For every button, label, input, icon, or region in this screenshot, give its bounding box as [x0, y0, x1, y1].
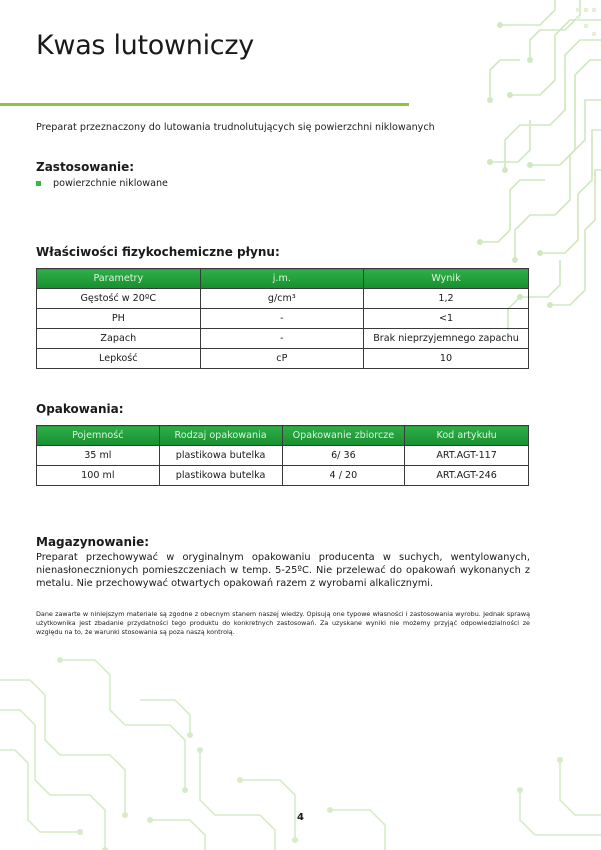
table-cell: plastikowa butelka: [159, 446, 282, 466]
title-divider: [0, 103, 409, 106]
storage-heading: Magazynowanie:: [36, 535, 150, 549]
product-description: Preparat przeznaczony do lutowania trudnolutujących się powierzchni niklowanych: [36, 122, 435, 133]
table-cell: Brak nieprzyjemnego zapachu: [364, 329, 529, 349]
table-cell: PH: [37, 309, 201, 329]
application-item-text: powierzchnie niklowane: [53, 178, 168, 189]
column-header: Pojemność: [37, 426, 160, 446]
table-cell: 1,2: [364, 289, 529, 309]
page-number: 4: [297, 812, 304, 823]
table-row: [37, 289, 529, 309]
table-cell: 10: [364, 349, 529, 369]
page-title: Kwas lutowniczy: [36, 30, 254, 61]
column-header: Parametry: [37, 269, 201, 289]
table-cell: Zapach: [37, 329, 201, 349]
disclaimer-text: Dane zawarte w niniejszym materiale są zgodne z obecnym stanem naszej wiedzy. Opisują one typowe własności i zastosowania wyrobu. Jednak sprawą użytkownika jest zbadanie przydatności tego produktu do konkretnych zastosowań. Za uzyskane wyniki nie możemy przyjąć odpowiedzialności ze względu na to, że warunki stosowania są poza naszą kontrolą.: [36, 610, 530, 636]
packaging-table: [36, 425, 529, 486]
table-header-row: [37, 426, 529, 446]
table-header-row: [37, 269, 529, 289]
table-cell: 4 / 20: [282, 466, 405, 486]
table-cell: g/cm³: [200, 289, 363, 309]
column-header: Rodzaj opakowania: [159, 426, 282, 446]
table-cell: Gęstość w 20ºC: [37, 289, 201, 309]
table-cell: 35 ml: [37, 446, 160, 466]
table-row: [37, 329, 529, 349]
column-header: Wynik: [364, 269, 529, 289]
table-cell: <1: [364, 309, 529, 329]
table-row: [37, 349, 529, 369]
table-cell: ART.AGT-117: [405, 446, 529, 466]
table-cell: Lepkość: [37, 349, 201, 369]
table-row: [37, 446, 529, 466]
table-row: [37, 466, 529, 486]
table-cell: 100 ml: [37, 466, 160, 486]
table-cell: plastikowa butelka: [159, 466, 282, 486]
bullet-square-icon: [36, 181, 41, 186]
column-header: j.m.: [200, 269, 363, 289]
table-cell: ART.AGT-246: [405, 466, 529, 486]
application-list-item: [36, 178, 168, 189]
properties-heading: Właściwości fizykochemiczne płynu:: [36, 245, 280, 259]
application-heading: Zastosowanie:: [36, 160, 135, 174]
table-cell: -: [200, 309, 363, 329]
table-cell: -: [200, 329, 363, 349]
table-cell: cP: [200, 349, 363, 369]
table-cell: 6/ 36: [282, 446, 405, 466]
column-header: Opakowanie zbiorcze: [282, 426, 405, 446]
storage-text: Preparat przechowywać w oryginalnym opakowaniu producenta w suchych, wentylowanych, nienasłonecznionych pomieszczeniach w temp. 5-25ºC. Nie przelewać do opakowań wykonanych z metalu. Nie przechowywać otwartych opakowań razem z wyrobami alkalicznymi.: [36, 552, 530, 589]
properties-table: [36, 268, 529, 369]
table-row: [37, 309, 529, 329]
packaging-heading: Opakowania:: [36, 402, 124, 416]
column-header: Kod artykułu: [405, 426, 529, 446]
